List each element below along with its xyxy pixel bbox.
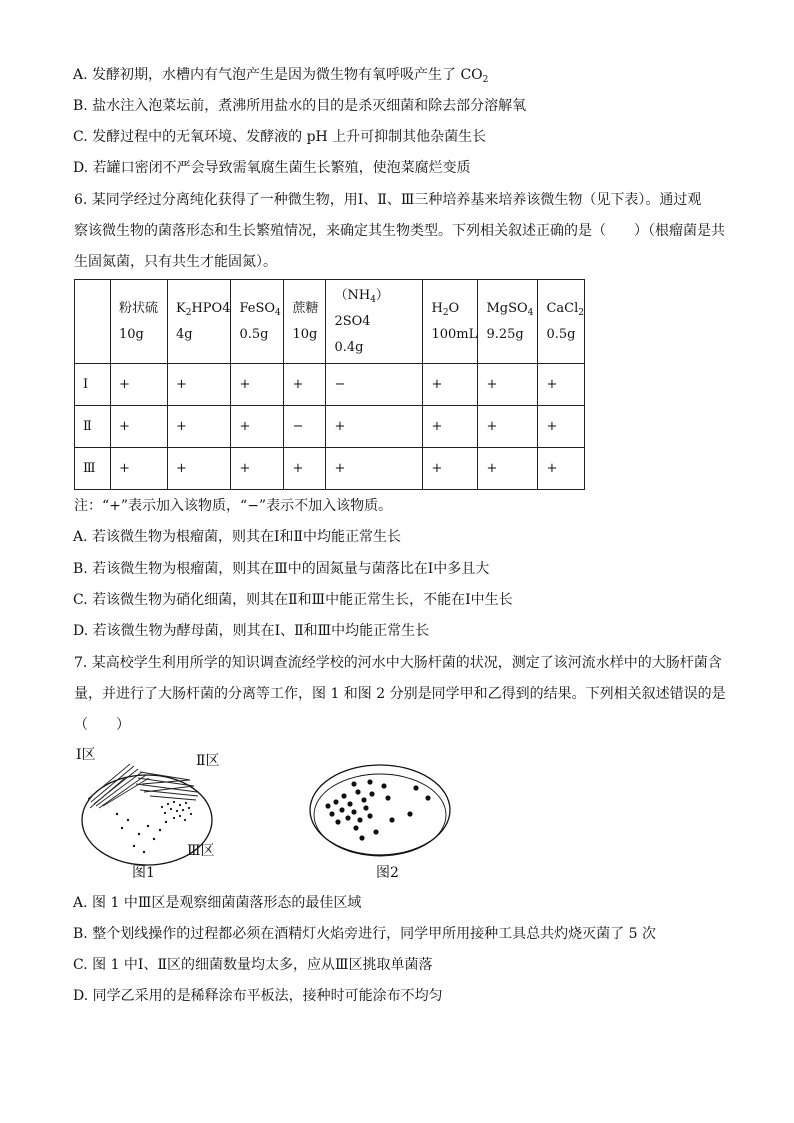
q5-option-d: D. 若罐口密闭不严会导致需氧腐生菌生长繁殖，使泡菜腐烂变质 (73, 160, 471, 176)
q6-option-d: D. 若该微生物为酵母菌，则其在Ⅰ、Ⅱ和Ⅲ中均能正常生长 (73, 623, 430, 639)
table-cell: + (231, 406, 284, 448)
table-cell: + (538, 448, 585, 490)
table-header-cell: $(NH_4)2SO4$ 0.4g (326, 280, 423, 364)
q6-option-b: B. 若该微生物为根瘤菌，则其在Ⅲ中的固氮量与菌落比在Ⅰ中多且大 (73, 561, 490, 577)
row-label: Ⅰ (75, 364, 111, 406)
table-cell: + (478, 448, 538, 490)
table-header-cell: $H_2O$ 100mL (423, 280, 478, 364)
table-header-cell: MgSO$_4$ 9.25g (478, 280, 538, 364)
table-header-cell: 蔗糖 10g (284, 280, 326, 364)
table-cell: + (111, 406, 168, 448)
zone-3-label: Ⅲ区 (187, 843, 215, 859)
spread-plate-colonies (325, 779, 430, 840)
q5-option-c: C. 发酵过程中的无氧环境、发酵液的 pH 上升可抑制其他杂菌生长 (73, 129, 487, 145)
table-cell: + (423, 364, 478, 406)
q7-option-d: D. 同学乙采用的是稀释涂布平板法，接种时可能涂布不均匀 (73, 988, 443, 1004)
medium-table (74, 279, 585, 490)
table-cell: + (231, 364, 284, 406)
zone-3-colonies (116, 813, 167, 853)
table-cell: + (168, 364, 231, 406)
table-header-cell: 粉状硫 10g (111, 280, 168, 364)
table-cell: + (478, 364, 538, 406)
table-cell: + (326, 448, 423, 490)
table-cell: + (326, 406, 423, 448)
figure-1-caption: 图1 (132, 865, 155, 881)
q7-stem-line-3: （ ） (74, 717, 130, 733)
table-cell: + (168, 406, 231, 448)
row-label: Ⅱ (75, 406, 111, 448)
q6-option-c: C. 若该微生物为硝化细菌，则其在Ⅱ和Ⅲ中能正常生长，不能在Ⅰ中生长 (73, 592, 513, 608)
figure-2-caption: 图2 (376, 865, 399, 881)
q7-option-c: C. 图 1 中Ⅰ、Ⅱ区的细菌数量均太多，应从Ⅲ区挑取单菌落 (73, 957, 433, 973)
table-corner-cell (75, 280, 111, 364)
zone-2-label: Ⅱ区 (196, 753, 220, 769)
q5-option-b: B. 盐水注入泡菜坛前，煮沸所用盐水的目的是杀灭细菌和除去部分溶解氧 (73, 98, 527, 114)
q6-stem-line-2: 察该微生物的菌落形态和生长繁殖情况，来确定其生物类型。下列相关叙述正确的是（ ）（根瘤菌是共 (74, 223, 725, 239)
table-cell: − (284, 406, 326, 448)
table-cell: + (231, 448, 284, 490)
q7-option-a: A. 图 1 中Ⅲ区是观察细菌菌落形态的最佳区域 (73, 895, 362, 911)
q6-stem-line-3: 生固氮菌，只有共生才能固氮）。 (74, 254, 277, 270)
table-cell: + (284, 364, 326, 406)
q6-table-note: 注：“+”表示加入该物质，“−”表示不加入该物质。 (74, 498, 393, 514)
petri-dish-2 (310, 765, 450, 855)
table-cell: + (111, 364, 168, 406)
table-cell: + (423, 448, 478, 490)
table-cell: − (326, 364, 423, 406)
table-row (75, 406, 585, 448)
q6-stem-line-1: 6. 某同学经过分离纯化获得了一种微生物，用Ⅰ、Ⅱ、Ⅲ三种培养基来培养该微生物（见下表）。通过观 (74, 192, 702, 208)
zone-2-colonies (161, 801, 192, 821)
table-row (75, 448, 585, 490)
table-cell: + (111, 448, 168, 490)
table-cell: + (538, 364, 585, 406)
table-cell: + (538, 406, 585, 448)
table-cell: + (168, 448, 231, 490)
table-cell: + (423, 406, 478, 448)
q7-stem-line-2: 量，并进行了大肠杆菌的分离等工作，图 1 和图 2 分别是同学甲和乙得到的结果。下列相关叙述错误的是 (74, 686, 726, 702)
q7-stem-line-1: 7. 某高校学生利用所学的知识调查流经学校的河水中大肠杆菌的状况，测定了该河流水样中的大肠杆菌含 (74, 655, 722, 671)
table-header-cell: FeSO$_4$ 0.5g (231, 280, 284, 364)
petri-dish-figures (70, 742, 490, 882)
zone-1-label: Ⅰ区 (76, 747, 96, 763)
zone-1-streaks (88, 764, 149, 808)
q7-option-b: B. 整个划线操作的过程都必须在酒精灯火焰旁进行，同学甲所用接种工具总共灼烧灭菌了 5 次 (73, 926, 656, 942)
table-header-row (75, 280, 585, 364)
table-header-cell: $K_2HPO4$ 4g (168, 280, 231, 364)
q6-option-a: A. 若该微生物为根瘤菌，则其在Ⅰ和Ⅱ中均能正常生长 (73, 529, 402, 545)
row-label: Ⅲ (75, 448, 111, 490)
table-header-cell: CaCl$_2$ 0.5g (538, 280, 585, 364)
q7-figures (70, 742, 490, 882)
table-cell: + (284, 448, 326, 490)
table-row (75, 364, 585, 406)
table-cell: + (478, 406, 538, 448)
q5-option-a: A. 发酵初期，水槽内有气泡产生是因为微生物有氧呼吸产生了 $CO_2$ (73, 67, 489, 85)
